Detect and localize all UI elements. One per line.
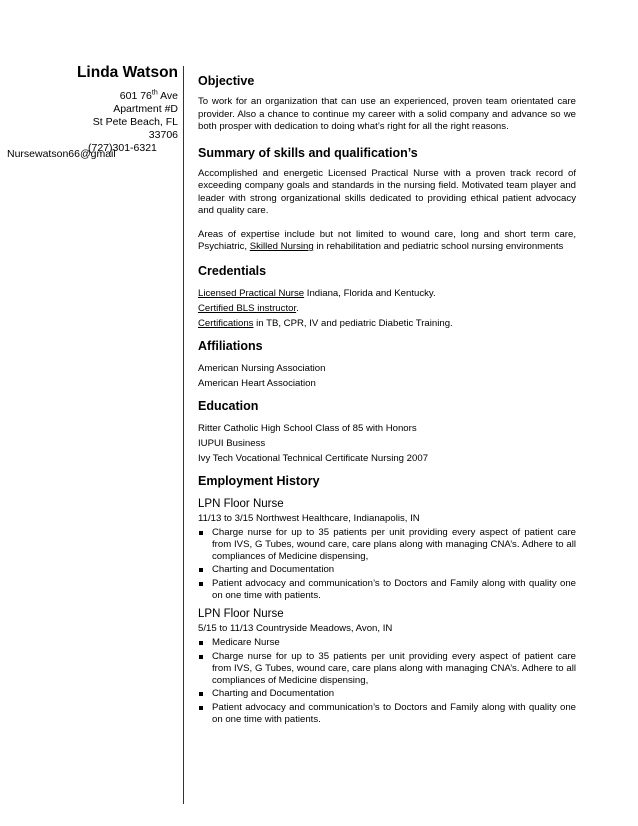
education-section [198,399,576,466]
job-duty-text: Patient advocacy and communication’s to Doctors and Family along with quality one on one time with patients. [212,701,576,726]
credential-name: Certifications [198,317,254,329]
objective-section [198,74,576,134]
job-duty-text: Charting and Documentation [212,688,335,700]
job-duty [198,527,576,564]
street-name: Ave [157,90,178,102]
education-item: IUPUI Business [198,437,266,449]
job-duty-text: Medicare Nurse [212,637,280,649]
job-title: LPN Floor Nurse [198,608,284,621]
credential-item [198,286,576,301]
job-duty [198,637,576,649]
summary-paragraph-1: Accomplished and energetic Licensed Practical Nurse with a proven track record of exceeding company goals and standards in the nursing field. Motivated team player and leader with strong organizational skills dedicated to providing ethical patient advocacy and quality care. [198,167,576,216]
job-duty-text: Charge nurse for up to 35 patients per unit providing every aspect of patient care from IVS, G Tubes, wound care, care plans along with managing CNA’s. Adhere to all compliances of Medicine dispensing, [212,650,576,687]
affiliation-item: American Heart Association [198,377,316,389]
bullet-icon [199,692,203,696]
job-dates: 11/13 to 3/15 Northwest Healthcare, Indianapolis, IN [198,512,420,524]
bullet-icon [199,582,203,586]
job-title: LPN Floor Nurse [198,497,284,510]
bullet-icon [199,706,203,710]
bullet-icon [199,531,203,535]
credential-name: Certified BLS instructor [198,302,297,314]
contact-block [60,64,178,155]
affiliations-heading: Affiliations [198,338,263,353]
job-duty-text: Patient advocacy and communication’s to Doctors and Family along with quality one on one time with patients. [212,577,576,601]
address-street [60,90,178,103]
credential-detail: . [296,302,299,314]
job-duty [198,688,576,700]
applicant-name: Linda Watson [76,64,178,81]
job-duty [198,702,576,727]
credential-name: Licensed Practical Nurse [198,287,305,299]
credential-detail: in TB, CPR, IV and pediatric Diabetic Training. [253,317,453,329]
employment-section [198,474,576,727]
job-duty [198,651,576,688]
education-item: Ritter Catholic High School Class of 85 with Honors [198,422,417,434]
credential-item [198,301,576,316]
bullet-icon [199,568,203,572]
education-heading: Education [198,398,259,413]
job-dates: 5/15 to 11/13 Countryside Meadows, Avon, IN [198,623,393,635]
column-divider [183,66,184,804]
job-entry [198,608,576,726]
objective-text: To work for an organization that can use an experienced, proven team orientated care provider. Also a chance to continue my career with a solid company and advance so we both prosper with dedication to doing what’s right for all the right reasons. [198,96,576,132]
affiliations-section [198,339,576,391]
job-duty-text: Charge nurse for up to 35 patients per unit providing every aspect of patient care from IVS, G Tubes, wound care, care plans along with managing CNA’s. Adhere to all compliances of Medicine dispensing, [212,526,576,563]
skilled-nursing-term: Skilled Nursing [249,241,314,252]
summary-paragraph-2-text: Areas of expertise include but not limited to wound care, long and short term care, Psychiatric, [198,228,576,252]
education-item: Ivy Tech Vocational Technical Certificate Nursing 2007 [198,452,429,464]
summary-heading: Summary of skills and qualification’s [198,145,418,160]
job-duty [198,564,576,576]
address-apartment: Apartment #D [113,103,178,115]
job-duties [198,637,576,726]
job-duties [198,527,576,603]
address [60,90,178,155]
job-duty-text: Charting and Documentation [212,564,335,576]
street-suffix: th [151,89,158,97]
credential-detail: Indiana, Florida and Kentucky. [304,287,436,299]
main-content [198,74,576,727]
affiliation-item: American Nursing Association [198,362,326,374]
job-duty [198,578,576,603]
summary-paragraph-2-tail: in rehabilitation and pediatric school nursing environments [313,241,564,252]
phone: (727)301-6321 [88,142,157,154]
credentials-section [198,264,576,331]
street-number: 601 76 [119,90,152,102]
employment-heading: Employment History [198,473,320,488]
address-zip: 33706 [148,129,178,141]
credential-item [198,316,576,331]
objective-heading: Objective [198,74,255,88]
summary-paragraph-2 [198,229,576,254]
job-entry [198,498,576,603]
bullet-icon [199,641,203,645]
address-city: St Pete Beach, FL [92,116,178,128]
credentials-heading: Credentials [198,263,267,278]
bullet-icon [199,655,203,659]
email: Nursewatson66@gmail [7,148,116,160]
summary-section [198,146,576,254]
